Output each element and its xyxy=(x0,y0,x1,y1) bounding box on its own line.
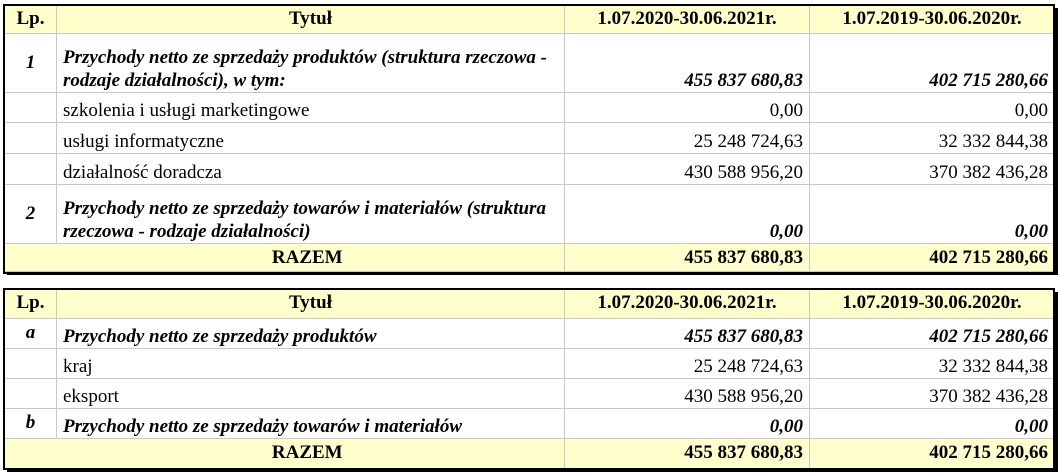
row-title: usługi informatyczne xyxy=(57,123,565,154)
row-lp xyxy=(5,378,57,408)
header-lp: Lp. xyxy=(5,5,57,34)
table-row xyxy=(5,123,1055,154)
row-lp xyxy=(5,92,57,123)
header-period-prev: 1.07.2019-30.06.2020r. xyxy=(810,289,1055,318)
row-current: 430 588 956,20 xyxy=(565,154,810,185)
row-current: 430 588 956,20 xyxy=(565,378,810,408)
row-current: 455 837 680,83 xyxy=(565,318,810,348)
row-prev: 370 382 436,28 xyxy=(810,154,1055,185)
table-row xyxy=(5,92,1055,123)
row-title: Przychody netto ze sprzedaży towarów i materiałów xyxy=(57,408,565,438)
header-period-prev: 1.07.2019-30.06.2020r. xyxy=(810,5,1055,34)
row-current: 455 837 680,83 xyxy=(565,34,810,92)
header-period-current: 1.07.2020-30.06.2021r. xyxy=(565,5,810,34)
total-current: 455 837 680,83 xyxy=(565,244,810,272)
total-label: RAZEM xyxy=(57,438,565,468)
row-prev: 0,00 xyxy=(810,408,1055,438)
table-row xyxy=(5,184,1055,243)
row-title: kraj xyxy=(57,348,565,378)
table-row xyxy=(5,34,1055,92)
total-prev: 402 715 280,66 xyxy=(810,244,1055,272)
row-title: szkolenia i usługi marketingowe xyxy=(57,92,565,123)
revenue-structure-table xyxy=(4,5,1055,272)
row-lp: b xyxy=(5,408,57,438)
row-lp: 2 xyxy=(5,184,57,243)
table-row xyxy=(5,318,1055,348)
row-title: Przychody netto ze sprzedaży produktów xyxy=(57,318,565,348)
total-prev: 402 715 280,66 xyxy=(810,438,1055,468)
table-row xyxy=(5,378,1055,408)
total-label: RAZEM xyxy=(57,244,565,272)
revenue-territory-table xyxy=(4,289,1055,469)
row-prev: 32 332 844,38 xyxy=(810,348,1055,378)
total-current: 455 837 680,83 xyxy=(565,438,810,468)
row-prev: 32 332 844,38 xyxy=(810,123,1055,154)
table-row xyxy=(5,348,1055,378)
row-prev: 402 715 280,66 xyxy=(810,318,1055,348)
row-current: 0,00 xyxy=(565,184,810,243)
row-lp: a xyxy=(5,318,57,348)
row-prev: 402 715 280,66 xyxy=(810,34,1055,92)
header-title: Tytuł xyxy=(57,5,565,34)
header-period-current: 1.07.2020-30.06.2021r. xyxy=(565,289,810,318)
row-lp xyxy=(5,348,57,378)
row-title: Przychody netto ze sprzedaży produktów (struktura rzeczowa - rodzaje działalności), w tym: xyxy=(57,34,565,92)
row-current: 25 248 724,63 xyxy=(565,123,810,154)
row-current: 0,00 xyxy=(565,92,810,123)
row-prev: 0,00 xyxy=(810,184,1055,243)
total-row xyxy=(5,438,1055,468)
table-header-row xyxy=(5,5,1055,34)
header-lp: Lp. xyxy=(5,289,57,318)
row-prev: 0,00 xyxy=(810,92,1055,123)
row-current: 0,00 xyxy=(565,408,810,438)
table-row xyxy=(5,408,1055,438)
row-title: działalność doradcza xyxy=(57,154,565,185)
row-lp xyxy=(5,123,57,154)
row-prev: 370 382 436,28 xyxy=(810,378,1055,408)
row-lp: 1 xyxy=(5,34,57,92)
row-current: 25 248 724,63 xyxy=(565,348,810,378)
row-title: Przychody netto ze sprzedaży towarów i materiałów (struktura rzeczowa - rodzaje działalności) xyxy=(57,184,565,243)
total-row xyxy=(5,244,1055,272)
table-header-row xyxy=(5,289,1055,318)
header-title: Tytuł xyxy=(57,289,565,318)
row-title: eksport xyxy=(57,378,565,408)
row-lp xyxy=(5,154,57,185)
table-row xyxy=(5,154,1055,185)
